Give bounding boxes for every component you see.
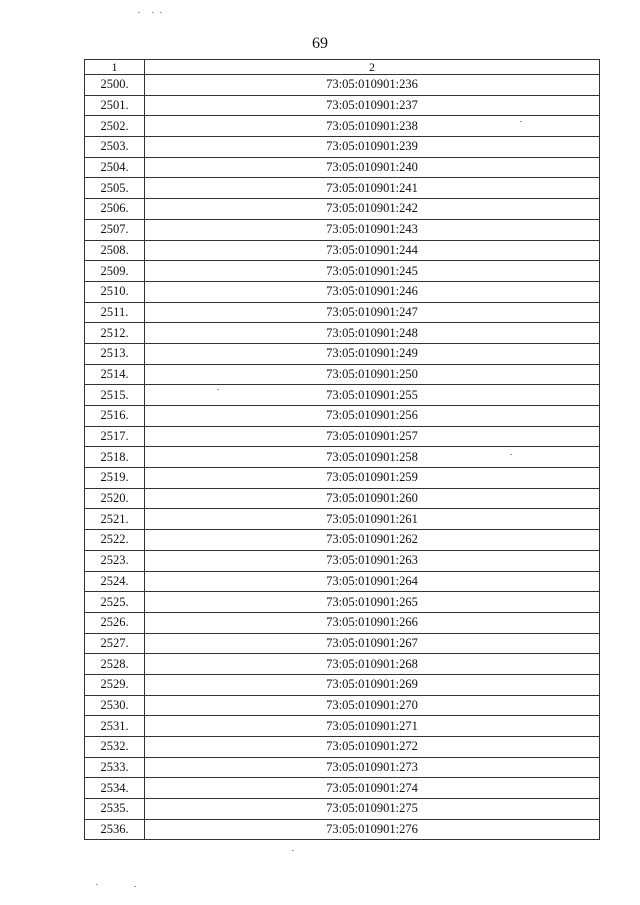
cadastral-number-cell: 73:05:010901:267 [145, 633, 600, 654]
table-row [85, 157, 600, 178]
table-row [85, 737, 600, 758]
table-row [85, 509, 600, 530]
row-number-cell: 2511. [85, 302, 145, 323]
cadastral-number-cell: 73:05:010901:270 [145, 695, 600, 716]
cadastral-number-cell: 73:05:010901:273 [145, 757, 600, 778]
row-number-cell: 2525. [85, 592, 145, 613]
cadastral-number-cell: 73:05:010901:250 [145, 364, 600, 385]
cadastral-number-cell: 73:05:010901:238 [145, 116, 600, 137]
cadastral-number-cell: 73:05:010901:266 [145, 612, 600, 633]
table-row [85, 674, 600, 695]
cadastral-number-cell: 73:05:010901:259 [145, 468, 600, 489]
cadastral-number-cell: 73:05:010901:249 [145, 343, 600, 364]
table-row [85, 571, 600, 592]
row-number-cell: 2535. [85, 799, 145, 820]
table-row [85, 819, 600, 840]
table-row [85, 323, 600, 344]
column-header-2: 2 [145, 60, 600, 75]
cadastral-number-cell: 73:05:010901:260 [145, 488, 600, 509]
table-row [85, 385, 600, 406]
cadastral-number-cell: 73:05:010901:256 [145, 406, 600, 427]
row-number-cell: 2507. [85, 219, 145, 240]
scan-speck [520, 121, 522, 122]
scan-speck [160, 12, 162, 13]
scan-speck [96, 884, 98, 885]
row-number-cell: 2510. [85, 281, 145, 302]
table-row [85, 219, 600, 240]
cadastral-number-cell: 73:05:010901:245 [145, 261, 600, 282]
table-row [85, 281, 600, 302]
cadastral-number-cell: 73:05:010901:272 [145, 737, 600, 758]
table-row [85, 757, 600, 778]
row-number-cell: 2530. [85, 695, 145, 716]
cadastral-number-cell: 73:05:010901:257 [145, 426, 600, 447]
row-number-cell: 2515. [85, 385, 145, 406]
table-row [85, 592, 600, 613]
cadastral-number-cell: 73:05:010901:239 [145, 137, 600, 158]
column-header-1: 1 [85, 60, 145, 75]
table-row [85, 488, 600, 509]
table-row [85, 199, 600, 220]
row-number-cell: 2512. [85, 323, 145, 344]
cadastral-number-cell: 73:05:010901:242 [145, 199, 600, 220]
scan-speck [217, 389, 219, 390]
row-number-cell: 2527. [85, 633, 145, 654]
table-row [85, 633, 600, 654]
row-number-cell: 2503. [85, 137, 145, 158]
cadastral-number-cell: 73:05:010901:258 [145, 447, 600, 468]
cadastral-number-cell: 73:05:010901:240 [145, 157, 600, 178]
row-number-cell: 2533. [85, 757, 145, 778]
table-row [85, 550, 600, 571]
row-number-cell: 2524. [85, 571, 145, 592]
row-number-cell: 2518. [85, 447, 145, 468]
cadastral-number-cell: 73:05:010901:236 [145, 75, 600, 96]
cadastral-number-cell: 73:05:010901:237 [145, 95, 600, 116]
cadastral-number-cell: 73:05:010901:268 [145, 654, 600, 675]
row-number-cell: 2519. [85, 468, 145, 489]
row-number-cell: 2509. [85, 261, 145, 282]
table-body [85, 75, 600, 840]
row-number-cell: 2521. [85, 509, 145, 530]
table-row [85, 530, 600, 551]
cadastral-table [84, 59, 600, 840]
cadastral-number-cell: 73:05:010901:248 [145, 323, 600, 344]
table-row [85, 654, 600, 675]
row-number-cell: 2520. [85, 488, 145, 509]
cadastral-number-cell: 73:05:010901:264 [145, 571, 600, 592]
scan-speck [510, 454, 512, 455]
row-number-cell: 2536. [85, 819, 145, 840]
row-number-cell: 2508. [85, 240, 145, 261]
table-row [85, 447, 600, 468]
table-header-row [85, 60, 600, 75]
cadastral-number-cell: 73:05:010901:246 [145, 281, 600, 302]
row-number-cell: 2500. [85, 75, 145, 96]
row-number-cell: 2528. [85, 654, 145, 675]
row-number-cell: 2532. [85, 737, 145, 758]
table-row [85, 426, 600, 447]
table-row [85, 178, 600, 199]
table-row [85, 716, 600, 737]
cadastral-number-cell: 73:05:010901:275 [145, 799, 600, 820]
table-row [85, 75, 600, 96]
row-number-cell: 2523. [85, 550, 145, 571]
table-row [85, 468, 600, 489]
cadastral-number-cell: 73:05:010901:265 [145, 592, 600, 613]
row-number-cell: 2526. [85, 612, 145, 633]
table-row [85, 695, 600, 716]
row-number-cell: 2506. [85, 199, 145, 220]
table-row [85, 612, 600, 633]
table-row [85, 799, 600, 820]
row-number-cell: 2502. [85, 116, 145, 137]
row-number-cell: 2534. [85, 778, 145, 799]
table-row [85, 364, 600, 385]
cadastral-number-cell: 73:05:010901:243 [145, 219, 600, 240]
cadastral-number-cell: 73:05:010901:271 [145, 716, 600, 737]
cadastral-number-cell: 73:05:010901:244 [145, 240, 600, 261]
cadastral-number-cell: 73:05:010901:241 [145, 178, 600, 199]
row-number-cell: 2501. [85, 95, 145, 116]
table-row [85, 406, 600, 427]
scan-speck [134, 886, 136, 887]
row-number-cell: 2529. [85, 674, 145, 695]
table-row [85, 261, 600, 282]
table-row [85, 116, 600, 137]
row-number-cell: 2514. [85, 364, 145, 385]
cadastral-number-cell: 73:05:010901:263 [145, 550, 600, 571]
row-number-cell: 2513. [85, 343, 145, 364]
cadastral-number-cell: 73:05:010901:276 [145, 819, 600, 840]
row-number-cell: 2531. [85, 716, 145, 737]
cadastral-number-cell: 73:05:010901:261 [145, 509, 600, 530]
table-row [85, 343, 600, 364]
table-row [85, 778, 600, 799]
cadastral-number-cell: 73:05:010901:255 [145, 385, 600, 406]
cadastral-number-cell: 73:05:010901:269 [145, 674, 600, 695]
cadastral-number-cell: 73:05:010901:262 [145, 530, 600, 551]
page-number: 69 [312, 35, 328, 52]
row-number-cell: 2522. [85, 530, 145, 551]
row-number-cell: 2517. [85, 426, 145, 447]
table-row [85, 240, 600, 261]
table-row [85, 95, 600, 116]
cadastral-number-cell: 73:05:010901:247 [145, 302, 600, 323]
table-row [85, 302, 600, 323]
row-number-cell: 2504. [85, 157, 145, 178]
cadastral-number-cell: 73:05:010901:274 [145, 778, 600, 799]
scan-speck [292, 850, 294, 851]
table-row [85, 137, 600, 158]
row-number-cell: 2505. [85, 178, 145, 199]
row-number-cell: 2516. [85, 406, 145, 427]
scan-speck [152, 12, 154, 13]
scan-speck [138, 12, 140, 13]
